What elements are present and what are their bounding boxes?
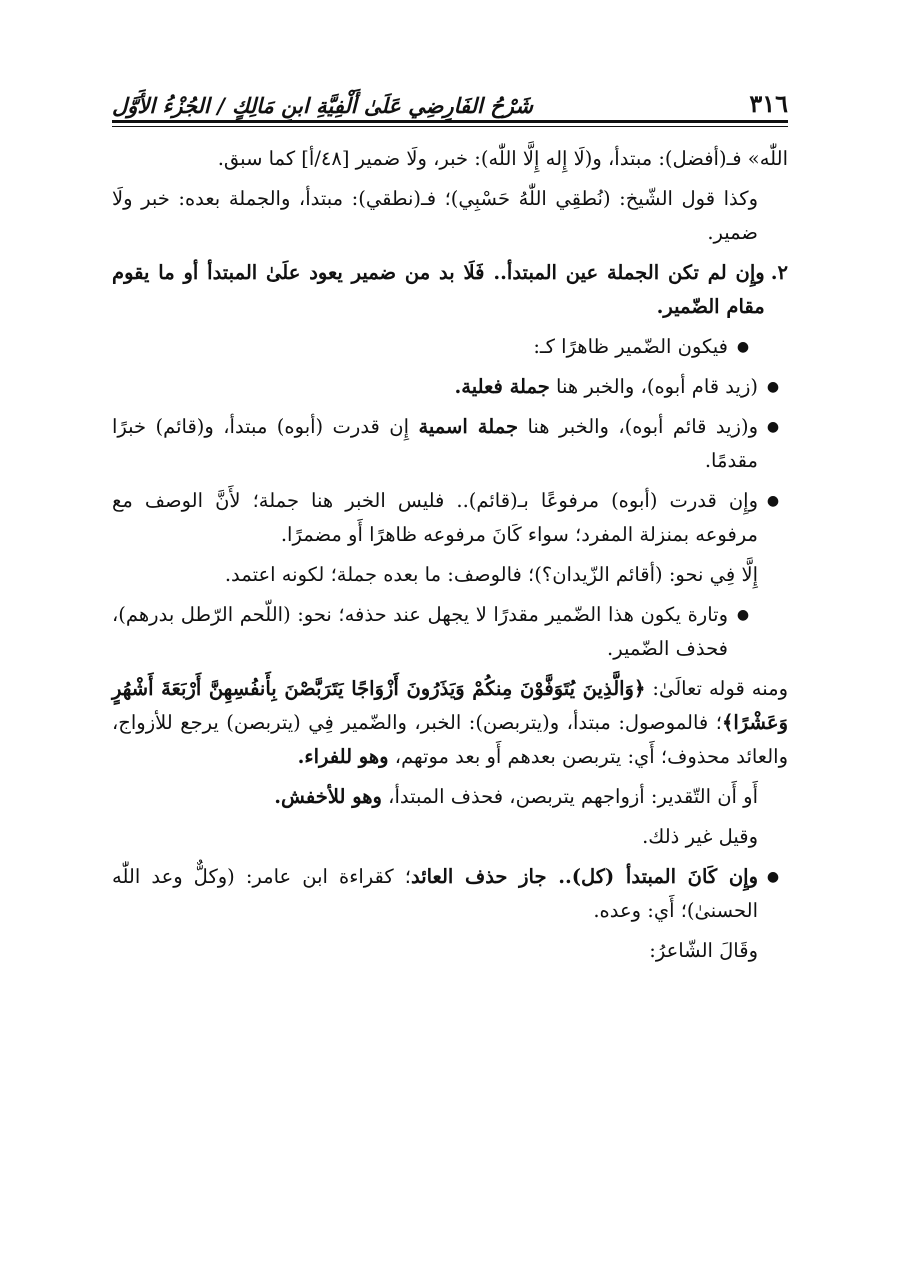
paragraph-4 bbox=[112, 672, 788, 774]
bullet-text-plain: ؛ كقراءة ابن عامر: (وكلٌّ وعد اللّٰه الحسنىٰ)؛ أَي: وعده. bbox=[112, 865, 758, 922]
list-item bbox=[112, 484, 788, 552]
bullet-text-bold: وإِن كَانَ المبتدأ (كل).. جاز حذف العائد bbox=[410, 865, 758, 888]
bullet-text bbox=[112, 370, 758, 404]
paragraph-2: وكذا قول الشّيخ: (نُطقِي اللّٰهُ حَسْبِي)؛ فـ(نطقي): مبتدأ، والجملة بعده: خبر ولَا ضمير. bbox=[112, 187, 758, 244]
paragraph-3: إِلَّا فِي نحو: (أقائم الزّيدان؟)؛ فالوصف: ما بعده جملة؛ لكونه اعتمد. bbox=[224, 563, 758, 586]
running-title: شَرْحُ الفَارِضِي عَلَىٰ أَلْفِيَّةِ ابنِ مَالِكٍ / الجُزْءُ الأَوَّل bbox=[112, 93, 533, 118]
bullet-text-bold: جملة فعلية. bbox=[454, 375, 550, 398]
bullet-icon: ● bbox=[766, 493, 780, 509]
paragraph-1: اللّٰه» فـ(أفضل): مبتدأ، و(لَا إِله إِلَّا اللّٰه): خبر، ولَا ضمير [٤٨/أ] كما سبق. bbox=[217, 147, 788, 170]
list-item bbox=[112, 330, 788, 364]
bullet-icon: ● bbox=[766, 419, 780, 435]
bullet-icon: ● bbox=[766, 869, 780, 885]
page-header bbox=[112, 78, 788, 118]
list-item bbox=[112, 598, 788, 666]
item-number: ٢. bbox=[770, 261, 788, 284]
bullet-text-plain: و(زيد قائم أبوه)، والخبر هنا bbox=[518, 415, 758, 438]
bullet-icon: ● bbox=[736, 607, 750, 623]
page-number: ٣١٦ bbox=[749, 89, 788, 118]
bullet-text-plain: (زيد قام أبوه)، والخبر هنا bbox=[549, 375, 758, 398]
bullet-text bbox=[112, 410, 758, 478]
paragraph-text: ومنه قوله تعالَىٰ: bbox=[645, 677, 788, 700]
bullet-icon: ● bbox=[766, 379, 780, 395]
bullet-text bbox=[112, 860, 758, 928]
bullet-icon: ● bbox=[736, 339, 750, 355]
paragraph-5 bbox=[112, 780, 788, 814]
bullet-text: فيكون الضّمير ظاهرًا كـ: bbox=[533, 335, 728, 358]
bullet-text: وإِن قدرت (أبوه) مرفوعًا بـ(قائم).. فليس الخبر هنا جملة؛ لأَنَّ الوصف مع مرفوعه بمنزلة المفرد؛ سواء كَانَ مرفوعه ظاهرًا أَو مضمرًا. bbox=[112, 489, 758, 546]
bullet-text-bold: جملة اسمية bbox=[418, 415, 519, 438]
list-item bbox=[112, 860, 788, 928]
numbered-item-2 bbox=[112, 256, 788, 324]
paragraph-bold: وهو للفراء. bbox=[297, 745, 389, 768]
paragraph-text: أَو أَن التّقدير: أزواجهم يتربصن، فحذف المبتدأ، bbox=[381, 785, 758, 808]
list-item bbox=[112, 410, 788, 478]
header-rule-thin bbox=[112, 126, 788, 127]
paragraph-7: وقَالَ الشّاعرُ: bbox=[649, 939, 758, 962]
list-item bbox=[112, 370, 788, 404]
bullet-list-1 bbox=[112, 330, 788, 552]
paragraph-text: ؛ فالموصول: مبتدأ، و(يتربصن): الخبر، والضّمير فِي (يتربصن) يرجع للأزواج، والعائد محذوف؛ أَي: يتربصن بعدهم أَو بعد موتهم، bbox=[112, 711, 788, 768]
paragraph-bold: وهو للأخفش. bbox=[274, 785, 382, 808]
item-2-text: وإِن لم تكن الجملة عين المبتدأ.. فَلَا بد من ضمير يعود علَىٰ المبتدأ أو ما يقوم مقام الضّمير. bbox=[112, 261, 765, 318]
paragraph-6: وقيل غير ذلك. bbox=[642, 825, 758, 848]
bullet-text: وتارة يكون هذا الضّمير مقدرًا لا يجهل عند حذفه؛ نحو: (اللّحم الرّطل بدرهم)، فحذف الضّمير. bbox=[112, 603, 728, 660]
quran-verse: ﴿وَالَّذِينَ يُتَوَفَّوْنَ مِنكُمْ وَيَذَرُونَ أَزْوَاجًا يَتَرَبَّصْنَ بِأَنفُسِهِنَّ أَرْبَعَةَ أَشْهُرٍ وَعَشْرًا﴾ bbox=[112, 677, 788, 734]
header-rule-thick bbox=[112, 120, 788, 123]
page-content bbox=[112, 142, 788, 974]
bullet-text-plain: إِن قدرت (أبوه) مبتدأ، و(قائم) خبرًا مقدمًا. bbox=[112, 415, 758, 472]
